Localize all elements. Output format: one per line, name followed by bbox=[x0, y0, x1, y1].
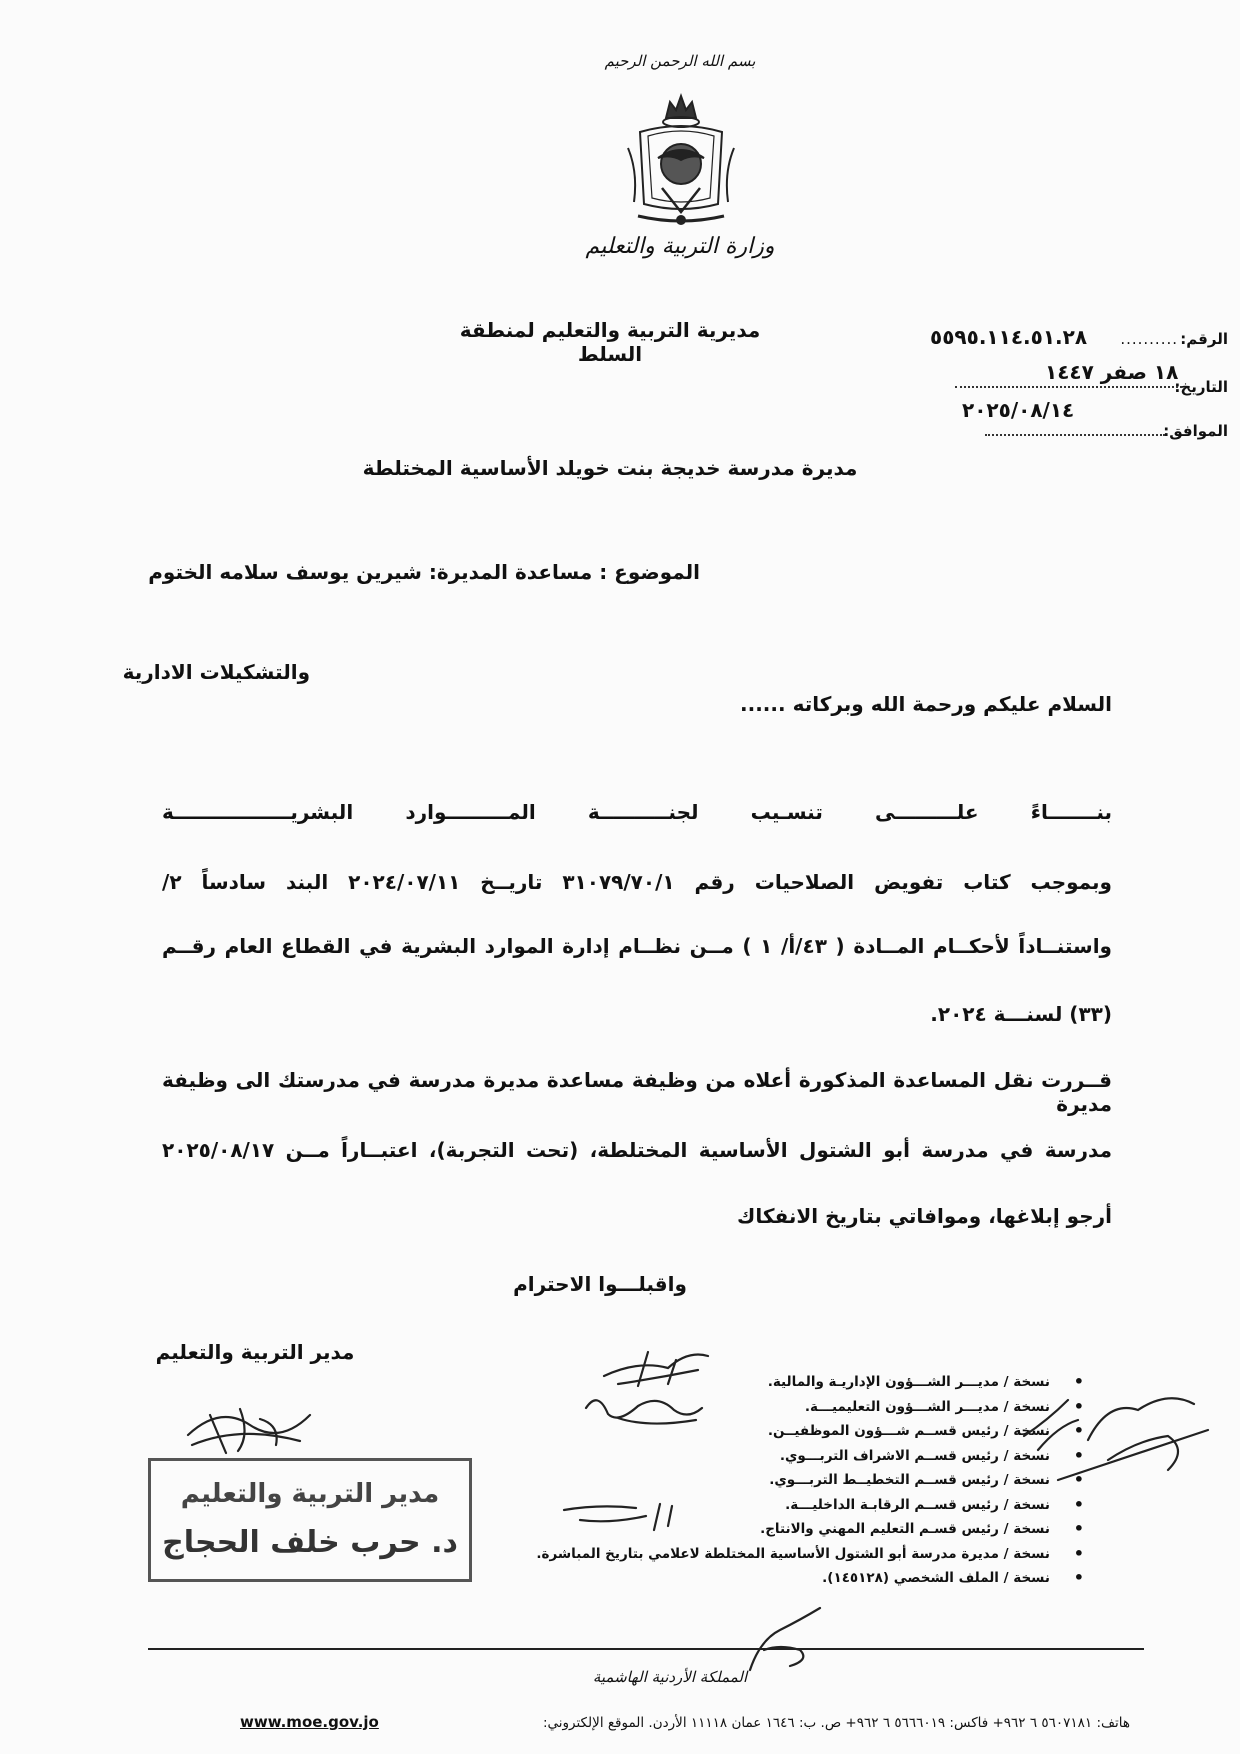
reference-number-value: ٥٥٩٥.١١٤.٥١.٢٨ bbox=[930, 325, 1088, 349]
signer-title: مدير التربية والتعليم bbox=[155, 1340, 355, 1364]
initials-signature-icon bbox=[598, 1340, 718, 1390]
gregorian-label: الموافق: bbox=[1163, 422, 1228, 440]
body-paragraph-1-line-2: وبموجب كتاب تفويض الصلاحيات رقم ٣١٠٧٩/٧٠/١ تاريــخ ٢٠٢٤/٠٧/١١ البند سادساً ٢/ bbox=[162, 870, 1112, 894]
letter-subject: الموضوع : مساعدة المديرة: شيرين يوسف سلامه الختوم bbox=[148, 560, 700, 584]
copy-item: • نسخة / رئيس قسـم التعليم المهني والانتاج. bbox=[490, 1517, 1050, 1542]
body-paragraph-1-line-1: بنـــــــاءً علـــــــــى تنسـيب لجنــــــــــة المـــــــــوارد البشريـــــــــــــــــة bbox=[162, 800, 1112, 824]
body-paragraph-2-line-3: أرجو إبلاغها، وموافاتي بتاريخ الانفكاك bbox=[737, 1204, 1112, 1228]
footer-kingdom-name: المملكة الأردنية الهاشمية bbox=[592, 1668, 748, 1686]
date-label: التاريخ: bbox=[1174, 378, 1228, 396]
initials-signature-icon bbox=[578, 1384, 708, 1428]
hijri-date: ١٨ صفر ١٤٤٧ bbox=[955, 360, 1182, 388]
footer-divider bbox=[148, 1648, 1144, 1650]
letter-greeting: السلام عليكم ورحمة الله وبركاته ...... bbox=[740, 692, 1112, 716]
gregorian-dotted-line bbox=[985, 434, 1165, 436]
body-paragraph-1-line-3: واستنــاداً لأحكــام المــادة ( ٤٣/أ/ ١ ) مــن نظــام إدارة الموارد البشرية في القطاع العام رقــم bbox=[162, 934, 1112, 958]
reference-number-label: الرقم: bbox=[1180, 330, 1228, 348]
copy-item: • نسخة / الملف الشخصي (١٤٥١٢٨). bbox=[490, 1566, 1050, 1591]
basmala-header: بسم الله الرحمن الرحيم bbox=[604, 52, 756, 70]
copy-item: • نسخة / مديـــر الشـــؤون التعليميـــة. bbox=[490, 1395, 1050, 1420]
copy-item: • نسخة / رئيس قســم التخطيــط التربـــوي. bbox=[490, 1468, 1050, 1493]
copy-item: • نسخة / رئيس قســم الاشراف التربـــوي. bbox=[490, 1444, 1050, 1469]
copy-item: • نسخة / رئيس قســم شـــؤون الموظفيــن. bbox=[490, 1419, 1050, 1444]
stamp-title: مدير التربية والتعليم bbox=[180, 1479, 440, 1509]
letter-closing: واقبلـــوا الاحترام bbox=[513, 1272, 687, 1296]
handwritten-signature-icon bbox=[1018, 1380, 1218, 1500]
copies-list bbox=[490, 1370, 1050, 1591]
body-paragraph-1-line-4: (٣٣) لسنـــة ٢٠٢٤. bbox=[930, 1002, 1112, 1026]
copy-item: • نسخة / مديرة مدرسة أبو الشتول الأساسية المختلطة لاعلامي بتاريخ المباشرة. bbox=[490, 1542, 1050, 1567]
copy-item: • نسخة / مديـــر الشـــؤون الإداريـة والمالية. bbox=[490, 1370, 1050, 1395]
footer-contact-info: هاتف: ٥٦٠٧١٨١ ٦ ٩٦٢+ فاكس: ٥٦٦٦٠١٩ ٦ ٩٦٢+ ص. ب: ١٦٤٦ عمان ١١١١٨ الأردن. الموقع الإلكتروني: bbox=[542, 1715, 1130, 1731]
stamp-name: د. حرب خلف الحجاج bbox=[162, 1525, 458, 1560]
body-paragraph-2-line-1: قــررت نقل المساعدة المذكورة أعلاه من وظيفة مساعدة مديرة مدرسة في مدرستك الى وظيفة مديرة bbox=[162, 1068, 1112, 1116]
reference-number-dots: .......... bbox=[1120, 330, 1178, 348]
copy-item: • نسخة / رئيس قســم الرقابـة الداخليـــة. bbox=[490, 1493, 1050, 1518]
directorate-title: مديرية التربية والتعليم لمنطقة السلط bbox=[459, 318, 761, 366]
letter-recipient: مديرة مدرسة خديجة بنت خويلد الأساسية المختلطة bbox=[362, 456, 858, 480]
jordan-coat-of-arms-icon bbox=[618, 92, 744, 232]
footer-website-link[interactable]: www.moe.gov.jo bbox=[240, 1713, 379, 1731]
initials-signature-icon bbox=[560, 1496, 680, 1536]
gregorian-date: ٢٠٢٥/٠٨/١٤ bbox=[962, 398, 1075, 422]
director-signature-icon bbox=[180, 1395, 320, 1455]
official-stamp bbox=[148, 1458, 472, 1582]
body-paragraph-2-line-2: مدرسة في مدرسة أبو الشتول الأساسية المختلطة، (تحت التجربة)، اعتبــاراً مــن ٢٠٢٥/٠٨/١٧ bbox=[162, 1138, 1112, 1162]
letter-subject-continuation: والتشكيلات الادارية bbox=[122, 660, 310, 684]
ministry-name-script: وزارة التربية والتعليم bbox=[585, 234, 775, 259]
